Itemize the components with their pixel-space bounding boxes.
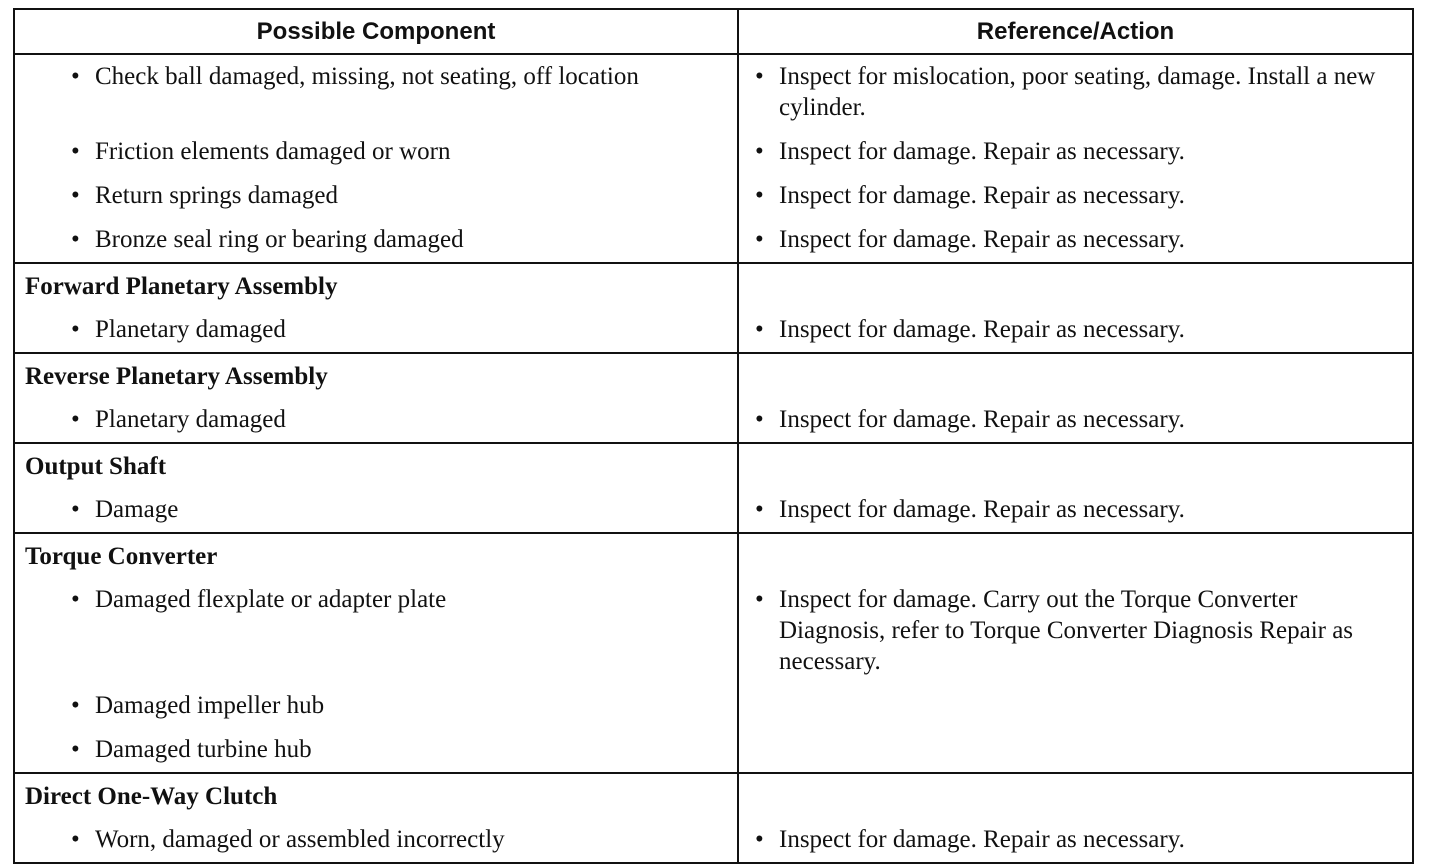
component-item: • Damage bbox=[15, 488, 737, 532]
action-item: • Inspect for damage. Repair as necessary. bbox=[739, 174, 1412, 218]
component-item: • Check ball damaged, missing, not seating, off location bbox=[15, 55, 737, 99]
section-reverse-planetary bbox=[14, 353, 1413, 443]
table-row bbox=[14, 684, 1413, 728]
component-item: • Damaged turbine hub bbox=[15, 728, 737, 772]
table-row bbox=[14, 818, 1413, 863]
component-item: • Damaged impeller hub bbox=[15, 684, 737, 728]
action-item: • Inspect for mislocation, poor seating, damage. Install a new cylinder. bbox=[739, 55, 1412, 130]
section-title-row bbox=[14, 773, 1413, 818]
table-row bbox=[14, 398, 1413, 443]
component-item: • Planetary damaged bbox=[15, 398, 737, 442]
header-possible-component: Possible Component bbox=[14, 9, 738, 54]
section-title-row bbox=[14, 443, 1413, 488]
section-direct-one-way-clutch bbox=[14, 773, 1413, 863]
section-title-row bbox=[14, 353, 1413, 398]
action-item: • Inspect for damage. Repair as necessary. bbox=[739, 818, 1412, 862]
section-torque-converter bbox=[14, 533, 1413, 773]
diagnosis-table bbox=[13, 8, 1414, 864]
table-row bbox=[14, 130, 1413, 174]
component-item: • Planetary damaged bbox=[15, 308, 737, 352]
action-item: • Inspect for damage. Repair as necessary. bbox=[739, 308, 1412, 352]
table-row bbox=[14, 728, 1413, 773]
table-row bbox=[14, 308, 1413, 353]
component-item: • Worn, damaged or assembled incorrectly bbox=[15, 818, 737, 862]
section-title-row bbox=[14, 533, 1413, 578]
component-item: • Bronze seal ring or bearing damaged bbox=[15, 218, 737, 262]
component-item: • Damaged flexplate or adapter plate bbox=[15, 578, 737, 622]
section-title-row bbox=[14, 263, 1413, 308]
section-title: Torque Converter bbox=[14, 533, 738, 578]
component-item: • Return springs damaged bbox=[15, 174, 737, 218]
action-item: • Inspect for damage. Repair as necessary. bbox=[739, 488, 1412, 532]
component-item: • Friction elements damaged or worn bbox=[15, 130, 737, 174]
section-title: Output Shaft bbox=[14, 443, 738, 488]
header-reference-action: Reference/Action bbox=[738, 9, 1413, 54]
action-item: • Inspect for damage. Repair as necessary. bbox=[739, 398, 1412, 442]
section-title: Direct One-Way Clutch bbox=[14, 773, 738, 818]
table-row bbox=[14, 578, 1413, 684]
section-title: Reverse Planetary Assembly bbox=[14, 353, 738, 398]
section-forward-planetary bbox=[14, 263, 1413, 353]
section-output-shaft bbox=[14, 443, 1413, 533]
table-row bbox=[14, 218, 1413, 263]
table-row bbox=[14, 54, 1413, 130]
table-row bbox=[14, 488, 1413, 533]
header-row bbox=[14, 9, 1413, 54]
section-continued bbox=[14, 54, 1413, 263]
section-title: Forward Planetary Assembly bbox=[14, 263, 738, 308]
table-row bbox=[14, 174, 1413, 218]
action-item: • Inspect for damage. Carry out the Torque Converter Diagnosis, refer to Torque Converter Diagnosis Repair as necessary. bbox=[739, 578, 1412, 684]
action-item: • Inspect for damage. Repair as necessary. bbox=[739, 218, 1412, 262]
action-item: • Inspect for damage. Repair as necessary. bbox=[739, 130, 1412, 174]
